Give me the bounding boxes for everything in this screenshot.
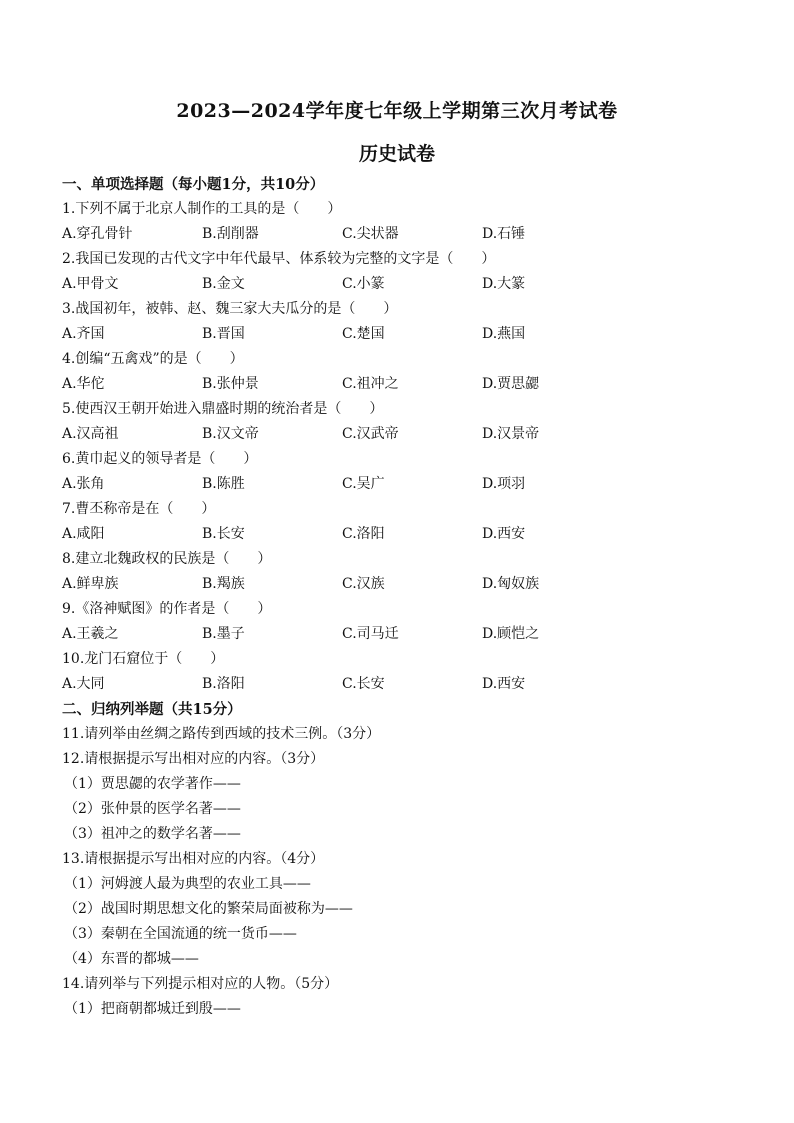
option-item: D.燕国 [482, 326, 526, 342]
option-item: D.项羽 [482, 476, 526, 492]
sub-question: （3）秦朝在全国流通的统一货币—— [64, 926, 297, 942]
sub-question: （2）战国时期思想文化的繁荣局面被称为—— [64, 901, 353, 917]
option-item: D.汉景帝 [482, 426, 540, 442]
option-item: C.小篆 [342, 276, 385, 292]
option-item: A.甲骨文 [62, 276, 119, 292]
option-item: C.吴广 [342, 476, 385, 492]
option-row [62, 322, 754, 347]
option-item: B.墨子 [202, 626, 245, 642]
option-item: B.刮削器 [202, 226, 259, 242]
option-item: A.华佗 [62, 376, 105, 392]
exam-title: 2023—2024学年度七年级上学期第三次月考试卷 [176, 100, 618, 122]
question-text: 9.《洛神赋图》的作者是（ ） [62, 601, 272, 617]
sub-question: （1）贾思勰的农学著作—— [64, 776, 241, 792]
option-item: C.长安 [342, 676, 385, 692]
sub-question: （2）张仲景的医学名著—— [64, 801, 241, 817]
section-heading-list: 二、归纳列举题（共15分） [62, 701, 242, 718]
question-text: 13.请根据提示写出相对应的内容。（4分） [62, 851, 325, 867]
sub-question: （1）河姆渡人最为典型的农业工具—— [64, 876, 311, 892]
question-text: 1.下列不属于北京人制作的工具的是（ ） [62, 201, 342, 217]
option-row [62, 222, 754, 247]
exam-subtitle: 历史试卷 [358, 143, 435, 165]
option-row [62, 622, 754, 647]
option-item: A.张角 [62, 476, 105, 492]
option-item: B.洛阳 [202, 676, 245, 692]
option-item: A.齐国 [62, 326, 105, 342]
option-item: B.陈胜 [202, 476, 245, 492]
option-item: D.顾恺之 [482, 626, 540, 642]
option-row [62, 472, 754, 497]
option-item: C.洛阳 [342, 526, 385, 542]
option-item: C.楚国 [342, 326, 385, 342]
sub-question: （4）东晋的都城—— [64, 951, 199, 967]
question-text: 12.请根据提示写出相对应的内容。（3分） [62, 751, 325, 767]
question-text: 2.我国已发现的古代文字中年代最早、体系较为完整的文字是（ ） [62, 251, 496, 267]
exam-content [62, 172, 754, 1022]
question-text: 11.请列举由丝绸之路传到西域的技术三例。（3分） [62, 726, 381, 742]
option-item: C.汉族 [342, 576, 385, 592]
option-row [62, 272, 754, 297]
question-text: 3.战国初年，被韩、赵、魏三家大夫瓜分的是（ ） [62, 301, 398, 317]
list-question-list [62, 722, 754, 1022]
option-item: A.王羲之 [62, 626, 119, 642]
choice-question-list [62, 197, 754, 697]
option-row [62, 522, 754, 547]
section-heading-choice: 一、单项选择题（每小题1分，共10分） [62, 176, 325, 193]
option-item: A.大同 [62, 676, 105, 692]
option-row [62, 672, 754, 697]
option-item: A.鲜卑族 [62, 576, 119, 592]
option-item: D.西安 [482, 676, 526, 692]
question-text: 5.使西汉王朝开始进入鼎盛时期的统治者是（ ） [62, 401, 384, 417]
option-item: B.汉文帝 [202, 426, 259, 442]
option-item: C.祖冲之 [342, 376, 399, 392]
option-item: A.穿孔骨针 [62, 226, 133, 242]
sub-question: （1）把商朝都城迁到殷—— [64, 1001, 241, 1017]
option-item: C.司马迁 [342, 626, 399, 642]
question-text: 14.请列举与下列提示相对应的人物。（5分） [62, 976, 339, 992]
question-text: 6.黄巾起义的领导者是（ ） [62, 451, 258, 467]
option-item: B.张仲景 [202, 376, 259, 392]
question-text: 8.建立北魏政权的民族是（ ） [62, 551, 272, 567]
option-item: B.晋国 [202, 326, 245, 342]
option-item: D.西安 [482, 526, 526, 542]
option-item: D.石锤 [482, 226, 526, 242]
option-row [62, 372, 754, 397]
option-item: A.咸阳 [62, 526, 105, 542]
option-item: D.贾思勰 [482, 376, 540, 392]
option-item: A.汉高祖 [62, 426, 119, 442]
option-item: B.长安 [202, 526, 245, 542]
question-text: 7.曹丕称帝是在（ ） [62, 501, 216, 517]
question-text: 4.创编“五禽戏”的是（ ） [62, 351, 244, 367]
option-item: C.尖状器 [342, 226, 399, 242]
question-text: 10.龙门石窟位于（ ） [62, 651, 225, 667]
option-item: C.汉武帝 [342, 426, 399, 442]
sub-question: （3）祖冲之的数学名著—— [64, 826, 241, 842]
option-item: D.大篆 [482, 276, 526, 292]
option-row [62, 572, 754, 597]
option-item: D.匈奴族 [482, 576, 540, 592]
option-item: B.羯族 [202, 576, 245, 592]
option-item: B.金文 [202, 276, 245, 292]
option-row [62, 422, 754, 447]
